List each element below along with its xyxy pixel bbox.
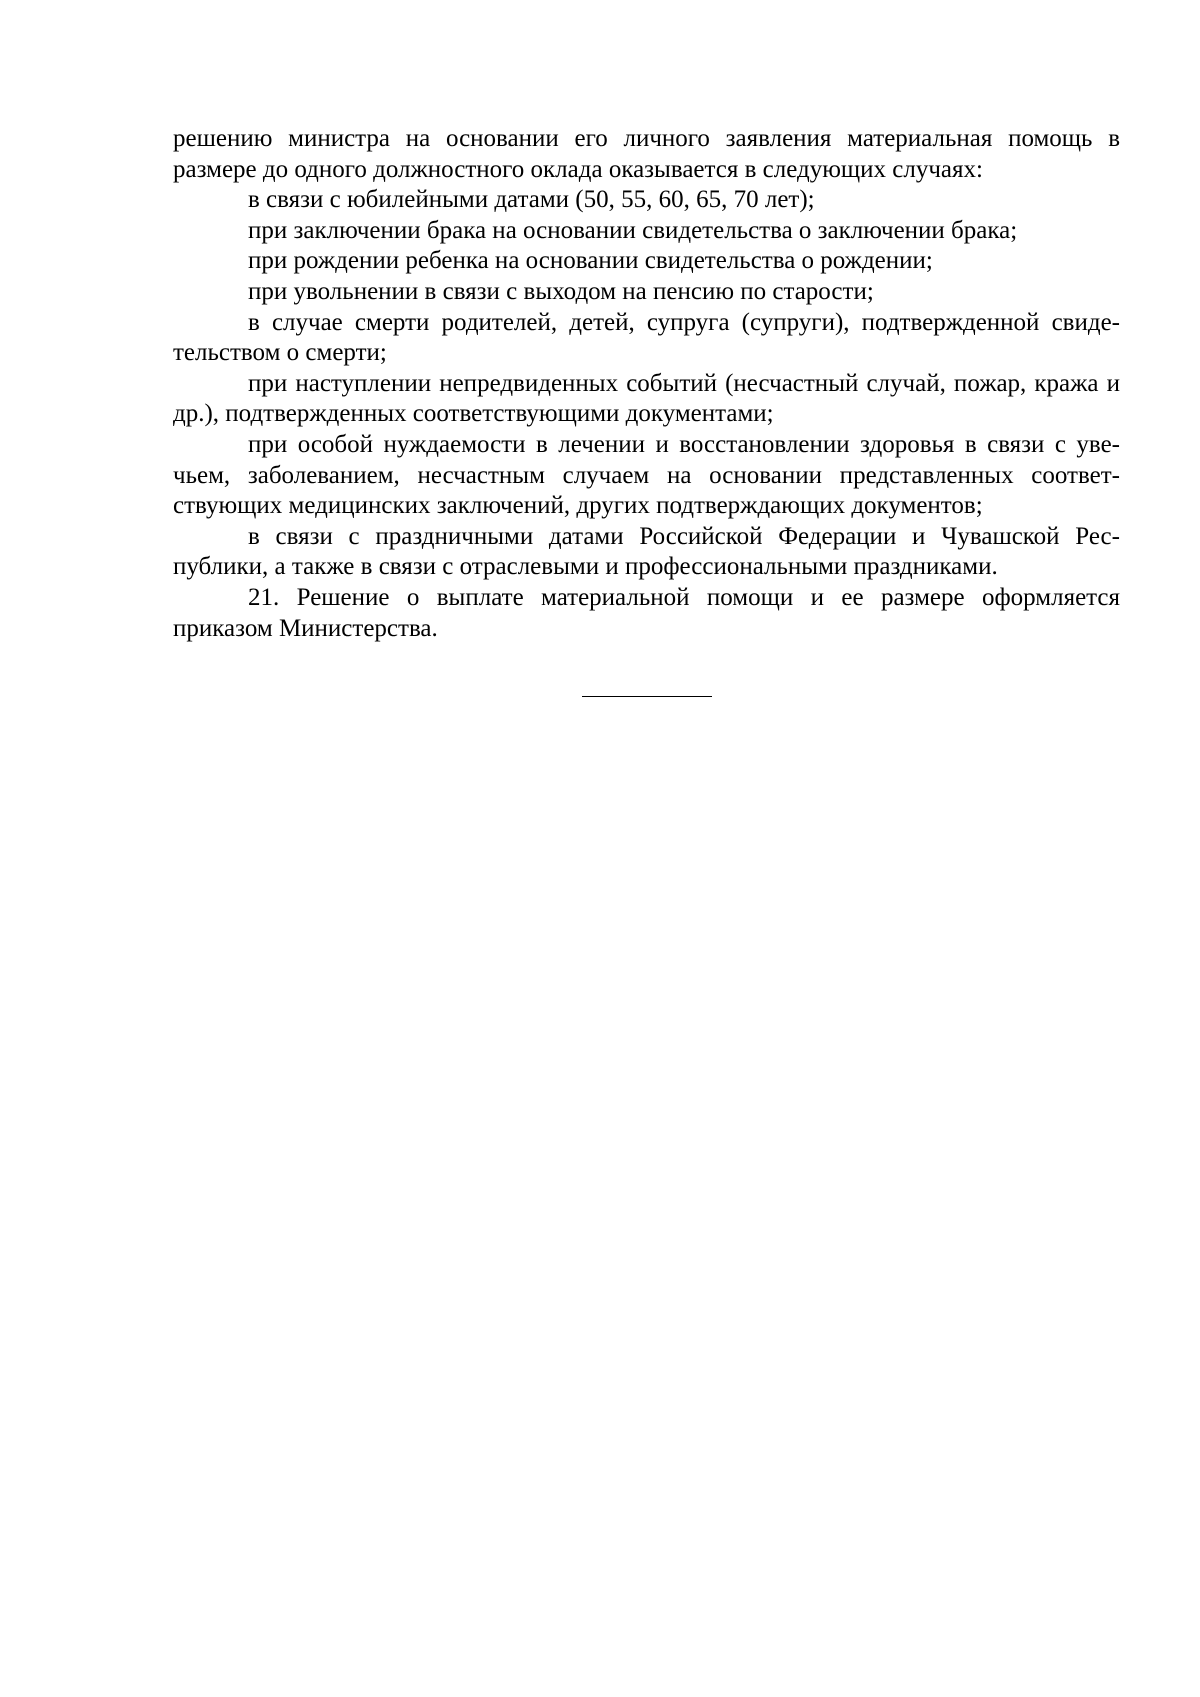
clause-21: 21. Решение о выплате материальной помощи и ее размере оформляется приказом Министерства.	[173, 583, 1120, 642]
list-item-marriage: при заключении брака на основании свидетельства о заключении брака;	[248, 216, 1018, 244]
list-item-retirement: при увольнении в связи с выходом на пенсию по старости;	[248, 277, 874, 305]
end-of-document-line	[582, 696, 712, 697]
document-body	[173, 124, 1120, 644]
list-item-death: в случае смерти родителей, детей, супруга (супруги), подтвержденной свидетельством о смерти;	[173, 308, 1120, 367]
list-item-jubilee: в связи с юбилейными датами (50, 55, 60, 65, 70 лет);	[248, 186, 815, 214]
list-item-holidays: в связи с праздничными датами Российской Федерации и Чувашской Республики, а также в связи с отраслевыми и профессиональными праздниками.	[173, 522, 1120, 581]
list-item-childbirth: при рождении ребенка на основании свидетельства о рождении;	[248, 247, 933, 275]
paragraph-continuation: решению министра на основании его личного заявления материальная помощь в размере до одного должностного оклада оказывается в следующих случаях:	[173, 125, 1120, 183]
list-item-medical-need: при особой нуждаемости в лечении и восстановлении здоровья в связи с увечьем, заболеванием, несчастным случаем на основании представленных соответствующих медицинских заключений, других подтверждающих документов;	[173, 430, 1120, 520]
list-item-unforeseen-events: при наступлении непредвиденных событий (несчастный случай, пожар, кража и др.), подтвержденных соответствующими документами;	[173, 369, 1120, 428]
